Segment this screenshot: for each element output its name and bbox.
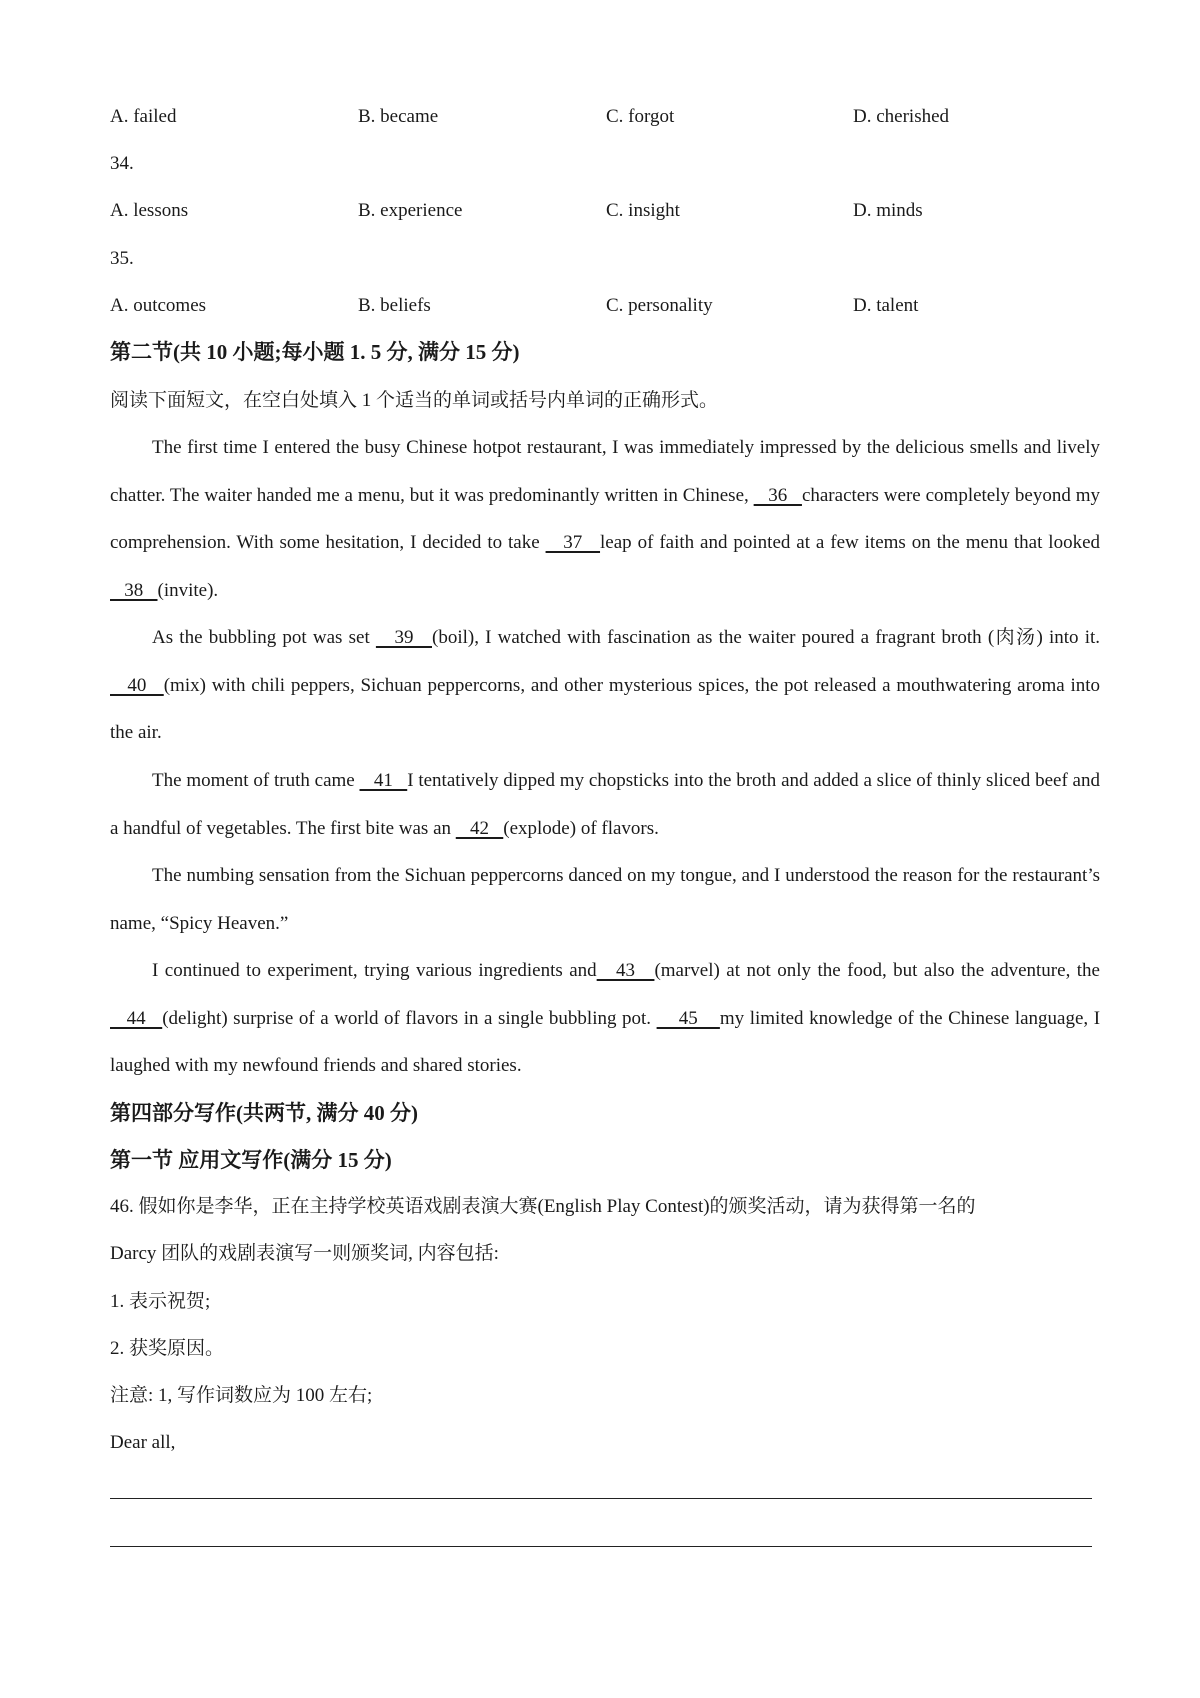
- q33-option-d[interactable]: D. cherished: [853, 106, 950, 127]
- blank-37[interactable]: 37: [545, 532, 601, 554]
- part4-section1-title: 第一节 应用文写作(满分 15 分): [110, 1148, 392, 1172]
- passage-text: The first time I entered the busy Chinese hotpot restaurant, I was immediately impressed by the delicious smells and lively chatter. The waiter handed me a menu, but it was predominantly written in Chinese,: [110, 437, 1100, 506]
- passage-text: The moment of truth came: [152, 770, 360, 791]
- blank-38[interactable]: 38: [110, 579, 158, 601]
- passage-paragraph-5: [110, 947, 1100, 1090]
- section2-title: 第二节(共 10 小题;每小题 1. 5 分, 满分 15 分): [110, 340, 520, 364]
- q33-option-c[interactable]: C. forgot: [606, 106, 675, 127]
- passage-text: characters were completely beyond my comprehension. With some hesitation, I decided to take: [110, 484, 1100, 554]
- q35-option-a[interactable]: A. outcomes: [110, 295, 207, 316]
- answer-line[interactable]: [110, 1498, 1092, 1499]
- q35-option-b[interactable]: B. beliefs: [358, 295, 431, 316]
- q34-option-b[interactable]: B. experience: [358, 200, 463, 221]
- passage-text: my limited knowledge of the Chinese language, I laughed with my newfound friends and shared stories.: [110, 1007, 1101, 1077]
- blank-43[interactable]: 43: [596, 960, 655, 981]
- q34-number: 34.: [110, 153, 134, 174]
- passage-text: (invite).: [157, 579, 219, 601]
- q34-option-a[interactable]: A. lessons: [110, 200, 189, 221]
- passage-paragraph-4: [110, 852, 1100, 947]
- q33-option-b[interactable]: B. became: [358, 106, 439, 127]
- blank-40[interactable]: 40: [110, 674, 164, 696]
- q35-option-c[interactable]: C. personality: [606, 295, 713, 316]
- blank-39[interactable]: 39: [375, 627, 432, 648]
- q46-prompt-line1: 46. 假如你是李华，正在主持学校英语戏剧表演大赛(English Play Contest)的颁奖活动，请为获得第一名的: [110, 1196, 976, 1217]
- blank-45[interactable]: 45: [656, 1007, 720, 1029]
- passage-text: As the bubbling pot was set: [152, 627, 376, 648]
- blank-41[interactable]: 41: [359, 770, 408, 791]
- section2-instruction: 阅读下面短文，在空白处填入 1 个适当的单词或括号内单词的正确形式。: [110, 390, 719, 411]
- passage-text: I continued to experiment, trying various ingredients and: [152, 960, 597, 981]
- blank-42[interactable]: 42: [455, 817, 504, 839]
- answer-line[interactable]: [110, 1546, 1092, 1547]
- passage-paragraph-2: [110, 614, 1100, 757]
- q35-number: 35.: [110, 248, 134, 269]
- q46-point-2: 2. 获奖原因。: [110, 1338, 225, 1359]
- letter-salutation: Dear all,: [110, 1432, 176, 1453]
- q46-point-1: 1. 表示祝贺;: [110, 1291, 211, 1312]
- passage-text: The numbing sensation from the Sichuan peppercorns danced on my tongue, and I understood the reason for the restaurant’s name, “Spicy Heaven.”: [110, 865, 1100, 934]
- q34-option-c[interactable]: C. insight: [606, 200, 680, 221]
- passage-text: (boil), I watched with fascination as the waiter poured a fragrant broth (肉汤) into it.: [432, 627, 1100, 648]
- q34-option-d[interactable]: D. minds: [853, 200, 923, 221]
- passage-text: I tentatively dipped my chopsticks into the broth and added a slice of thinly sliced beef and a handful of vegetables. The first bite was an: [110, 770, 1100, 839]
- part4-title: 第四部分写作(共两节, 满分 40 分): [110, 1101, 418, 1125]
- passage-paragraph-3: [110, 757, 1100, 852]
- q33-option-a[interactable]: A. failed: [110, 106, 177, 127]
- passage-text: (delight) surprise of a world of flavors in a single bubbling pot.: [162, 1007, 657, 1029]
- passage-paragraph-1: [110, 424, 1100, 614]
- blank-36[interactable]: 36: [753, 484, 802, 506]
- passage-text: (mix) with chili peppers, Sichuan peppercorns, and other mysterious spices, the pot released a mouthwatering aroma into the air.: [110, 674, 1100, 744]
- q46-note: 注意: 1, 写作词数应为 100 左右;: [110, 1385, 373, 1406]
- q46-prompt-line2: Darcy 团队的戏剧表演写一则颁奖词, 内容包括:: [110, 1243, 499, 1264]
- passage-text: leap of faith and pointed at a few items on the menu that looked: [600, 532, 1100, 554]
- blank-44[interactable]: 44: [110, 1007, 163, 1029]
- q35-option-d[interactable]: D. talent: [853, 295, 919, 316]
- passage-text: (marvel) at not only the food, but also the adventure, the: [654, 960, 1100, 981]
- passage-text: (explode) of flavors.: [503, 817, 659, 839]
